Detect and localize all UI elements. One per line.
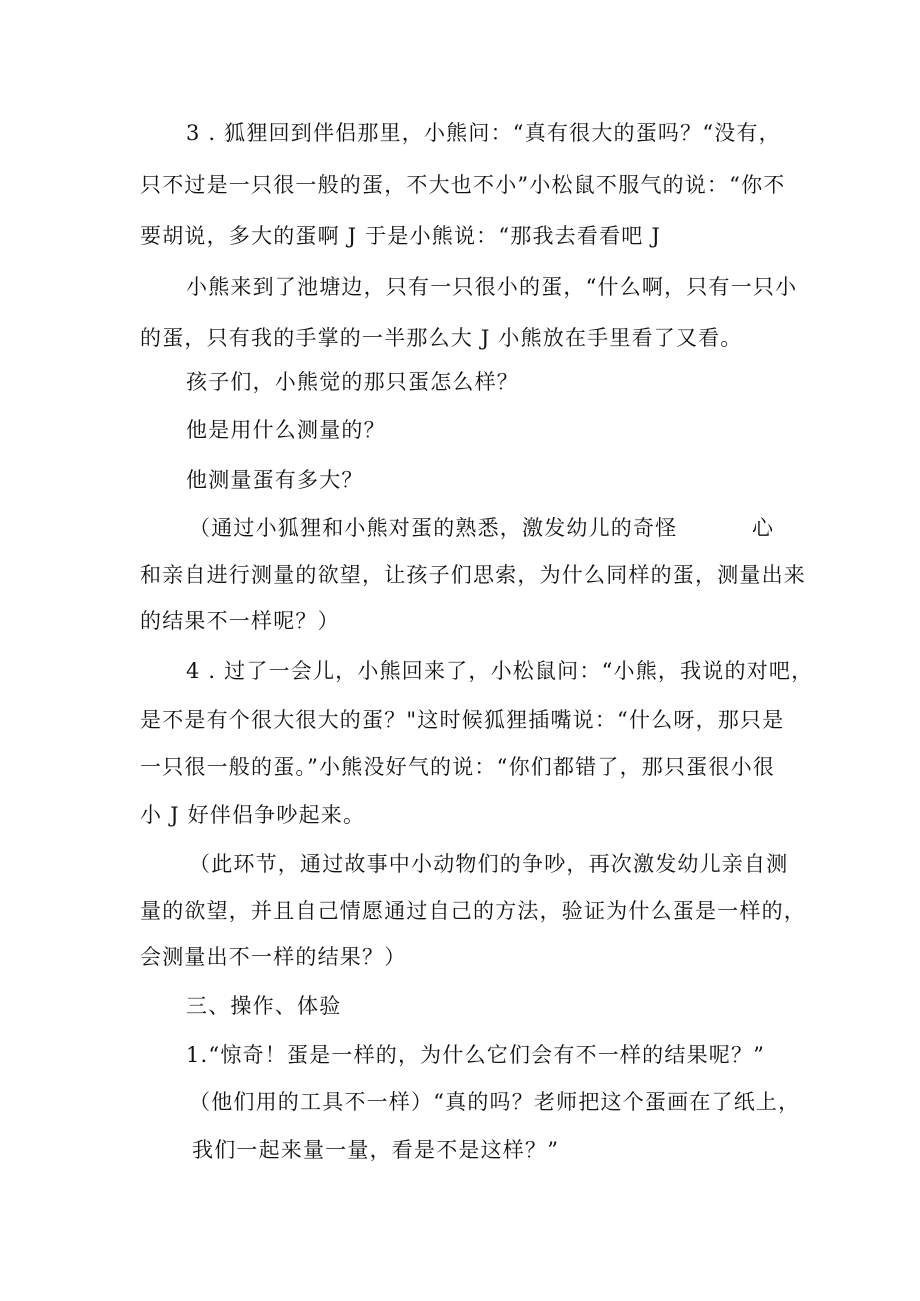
note-line-4: （此环节，通过故事中小动物们的争吵，再次激发幼儿亲自测 <box>189 852 789 876</box>
paragraph-line-4: 小熊来到了池塘边，只有一只很小的蛋，“什么啊，只有一只小 <box>186 275 798 299</box>
paragraph-line-5: 的蛋，只有我的手掌的一半那么大 J 小熊放在手里看了又看。 <box>140 326 743 350</box>
paragraph-line-3: 要胡说，多大的蛋啊 J 于是小熊说：“那我去看看吧 J <box>140 224 661 248</box>
paragraph-line-6: 4 . 过了一会儿，小熊回来了，小松鼠问：“小熊，我说的对吧， <box>186 659 814 683</box>
note-line-3: 的结果不一样呢？） <box>140 609 340 633</box>
note-line-2: 和亲自进行测量的欲望，让孩子们思索，为什么同样的蛋，测量出来 <box>140 563 806 587</box>
question-line-1: 孩子们，小熊觉的那只蛋怎么样？ <box>186 370 519 394</box>
note-line-1-tail: 心 <box>752 516 773 540</box>
question-line-3: 他测量蛋有多大？ <box>186 468 364 492</box>
note-line-6: 会测量出不一样的结果？） <box>140 945 407 969</box>
paragraph-line-7: 是不是有个很大很大的蛋？"这时候狐狸插嘴说：“什么呀，那只是 <box>140 708 785 732</box>
paragraph-line-1: 3 . 狐狸回到伴侣那里，小熊问：“真有很大的蛋吗？“没有， <box>186 121 781 145</box>
note-line-1: （通过小狐狸和小熊对蛋的熟悉，激发幼儿的奇怪 <box>189 516 678 540</box>
question-line-2: 他是用什么测量的？ <box>186 418 386 442</box>
activity-line-1: 1.“惊奇！蛋是一样的，为什么它们会有不一样的结果呢？” <box>186 1043 766 1067</box>
paragraph-line-8: 一只很一般的蛋。”小熊没好气的说：“你们都错了，那只蛋很小很 <box>140 755 775 779</box>
activity-line-2: （他们用的工具不一样）“真的吗？老师把这个蛋画在了纸上， <box>189 1090 801 1114</box>
activity-line-3: 我们一起来量一量，看是不是这样？” <box>192 1138 560 1162</box>
section-heading: 三、操作、体验 <box>186 994 342 1018</box>
paragraph-line-2: 只不过是一只很一般的蛋，不大也不小”小松鼠不服气的说：“你不 <box>140 173 786 197</box>
note-line-5: 量的欲望，并且自己情愿通过自己的方法，验证为什么蛋是一样的， <box>140 899 806 923</box>
paragraph-line-9: 小 J 好伴侣争吵起来。 <box>140 803 366 827</box>
